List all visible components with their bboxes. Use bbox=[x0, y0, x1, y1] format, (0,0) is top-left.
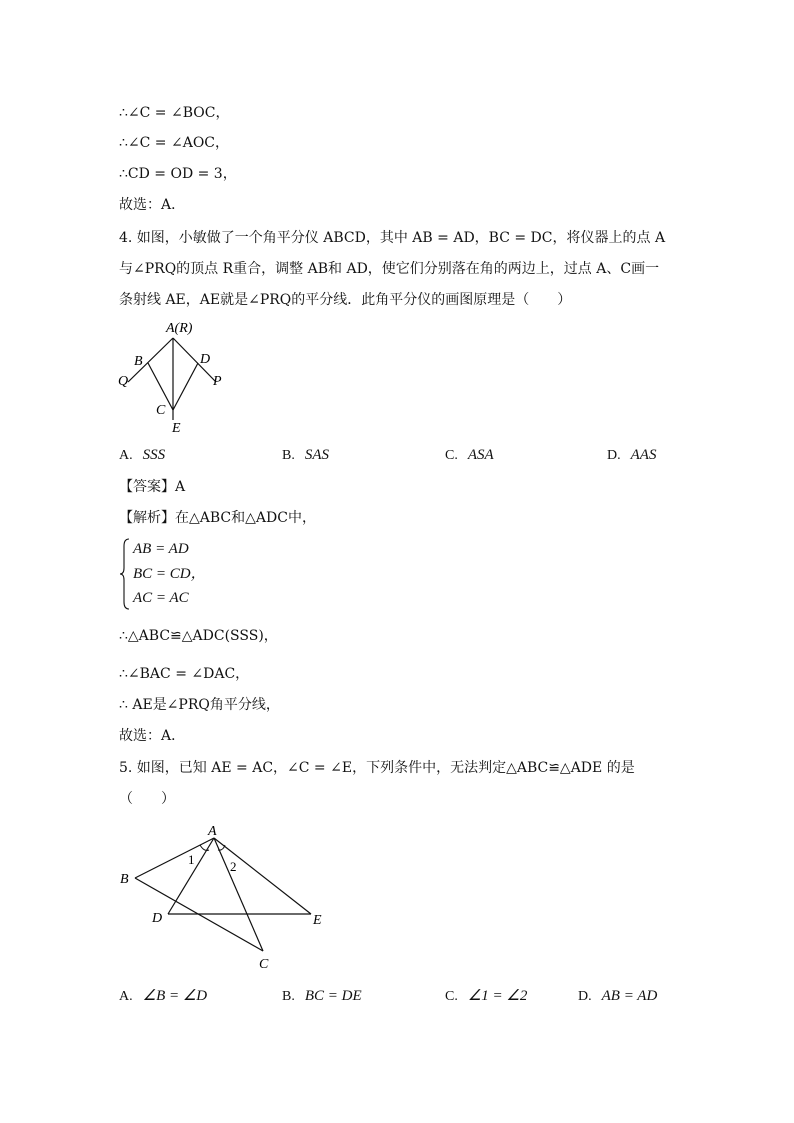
label-c: C bbox=[156, 403, 166, 418]
q4-step: ∴△ABC≌△ADC(SSS)， bbox=[119, 628, 278, 644]
system-brace bbox=[119, 538, 131, 610]
q5-stem-line: （ ） bbox=[119, 791, 175, 807]
label-a: A bbox=[208, 824, 217, 839]
segment-ac bbox=[214, 838, 263, 951]
q4-option-c[interactable]: C. ASA bbox=[445, 447, 494, 463]
solution-conclusion: 故选：A． bbox=[119, 197, 186, 213]
label-d: D bbox=[152, 911, 163, 926]
label-b: B bbox=[134, 354, 143, 369]
segment-ae bbox=[214, 838, 311, 914]
q5-option-d[interactable]: D. AB = AD bbox=[578, 988, 658, 1004]
solution-line: ∴CD = OD = 3， bbox=[119, 166, 237, 182]
q4-stem-line: 4. 如图，小敏做了一个角平分仪 ABCD，其中 AB = AD，BC = DC，将仪器上的点 A bbox=[119, 230, 666, 246]
system-eq-3: AC = AC bbox=[133, 590, 189, 606]
system-eq-1: AB = AD bbox=[133, 541, 189, 557]
q4-option-a[interactable]: A. SSS bbox=[119, 447, 166, 463]
label-e: E bbox=[172, 421, 181, 436]
q5-option-a[interactable]: A. ∠B = ∠D bbox=[119, 988, 208, 1004]
q4-stem-line: 条射线 AE，AE就是∠PRQ的平分线．此角平分仪的画图原理是（ ） bbox=[119, 292, 572, 308]
q4-option-b[interactable]: B. SAS bbox=[282, 447, 330, 463]
solution-line: ∴∠C = ∠AOC， bbox=[119, 135, 230, 151]
label-p: P bbox=[213, 374, 222, 389]
q4-option-d[interactable]: D. AAS bbox=[607, 447, 657, 463]
label-angle-2: 2 bbox=[230, 859, 237, 874]
q5-stem-line: 5. 如图，已知 AE = AC，∠C = ∠E，下列条件中，无法判定△ABC≌△ADE 的是 bbox=[119, 760, 635, 776]
system-eq-2: BC = CD， bbox=[133, 566, 206, 582]
q4-conclusion: 故选：A． bbox=[119, 728, 186, 744]
q5-option-c[interactable]: C. ∠1 = ∠2 bbox=[445, 988, 528, 1004]
segment-dc bbox=[173, 363, 198, 410]
label-e: E bbox=[313, 913, 322, 928]
q4-figure bbox=[112, 316, 242, 436]
q4-answer: 【答案】A bbox=[119, 479, 186, 495]
q5-option-b[interactable]: B. BC = DE bbox=[282, 988, 362, 1004]
q4-analysis: 【解析】在△ABC和△ADC中， bbox=[119, 510, 316, 526]
q4-step: ∴∠BAC = ∠DAC， bbox=[119, 666, 250, 682]
label-a: A(R) bbox=[166, 321, 193, 336]
q5-figure bbox=[112, 818, 342, 978]
q4-step: ∴ AE是∠PRQ角平分线， bbox=[119, 697, 280, 713]
label-angle-1: 1 bbox=[188, 852, 195, 867]
label-q: Q bbox=[118, 374, 129, 389]
label-d: D bbox=[200, 352, 211, 367]
solution-line: ∴∠C = ∠BOC， bbox=[119, 105, 230, 121]
label-c: C bbox=[259, 957, 269, 972]
q4-stem-line: 与∠PRQ的顶点 R重合，调整 AB和 AD，使它们分别落在角的两边上，过点 A、C画一 bbox=[119, 261, 660, 277]
label-b: B bbox=[120, 872, 129, 887]
